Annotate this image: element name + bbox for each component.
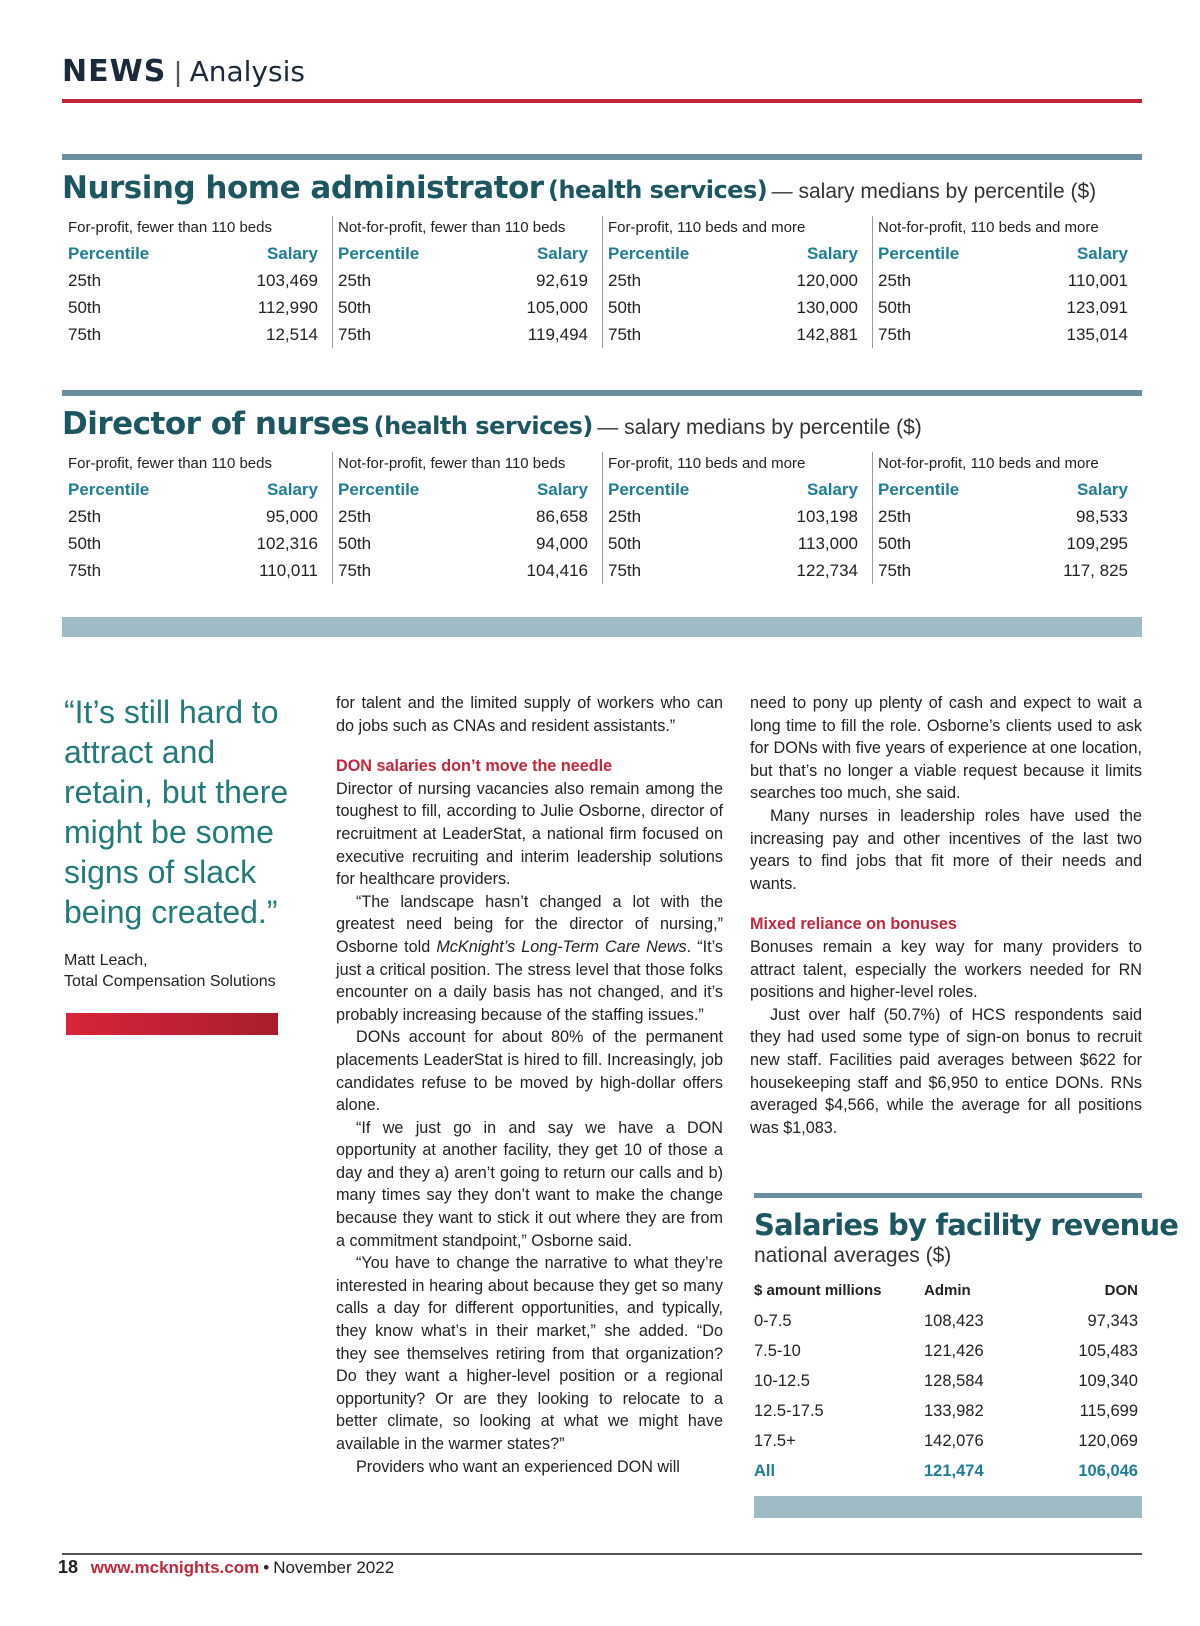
group-label: For-profit, fewer than 110 beds: [68, 219, 272, 236]
table-group: [872, 216, 1142, 348]
table-header-row: Percentile Salary: [608, 244, 858, 263]
table-row: 75th 122,734: [608, 561, 858, 580]
table-group: [62, 452, 332, 584]
table-row: 50th 105,000: [338, 298, 588, 317]
footer-rule: [62, 1553, 1142, 1555]
subhead: DON salaries don’t move the needle: [336, 757, 613, 776]
table-group: [332, 452, 602, 584]
table-bottom-bar: [754, 1496, 1142, 1518]
table-header-row: Percentile Salary: [878, 480, 1128, 499]
table-title: Director of nurses (health services) — salary medians by percentile ($): [62, 406, 922, 442]
table-row: 25th 103,469: [68, 271, 318, 290]
group-label: For-profit, fewer than 110 beds: [68, 455, 272, 472]
paragraph: Just over half (50.7%) of HCS respondents said they had used some type of sign-on bonus to recruit new staff. Facilities paid averages between $622 for housekeeping staff and $6,950 to entice DONs. RNs averaged $4,566, while the average for all positions was $1,083.: [750, 1005, 1142, 1137]
paragraph: “If we just go in and say we have a DON opportunity at another facility, they get 10 of those a day and they a) aren’t going to return our calls and b) many times say they don’t want to make the change because they want to stick it out where they are from a commitment standpoint,” Osborne said.: [336, 1118, 723, 1250]
revenue-table-subtitle: national averages ($): [754, 1244, 952, 1267]
publication-name: McKnight’s Long-Term Care News: [436, 937, 687, 956]
table-group: [62, 216, 332, 348]
table-row: 50th 113,000: [608, 534, 858, 553]
table-group: [332, 216, 602, 348]
paragraph: need to pony up plenty of cash and expect to wait a long time to fill the role. Osborne’s clients used to ask for DONs with five years of experience at one location, but that’s no longer a viable request because it limits searches too much, she said.: [750, 694, 1142, 803]
article-column-3: [750, 692, 1142, 1139]
table-row: 75th 12,514: [68, 325, 318, 344]
header-separator: |: [174, 56, 182, 87]
subhead: Mixed reliance on bonuses: [750, 915, 957, 934]
group-label: For-profit, 110 beds and more: [608, 455, 806, 472]
table-header-row: Percentile Salary: [608, 480, 858, 499]
paragraph: Providers who want an experienced DON will: [356, 1457, 680, 1476]
pull-quote: [64, 692, 304, 992]
table-group: [602, 216, 872, 348]
table-groups: [62, 216, 1142, 348]
table-top-bar: [62, 390, 1142, 396]
site-url[interactable]: www.mcknights.com: [90, 1558, 260, 1577]
paragraph: “The landscape hasn’t changed a lot with the greatest need being for the director of nursing,” Osborne told McKnight’s Long-Term Care News. “It’s just a critical position. The stress level that those folks encounter on a daily basis has not changed, and it’s probably increasing because of the staffing issues.”: [336, 892, 724, 1024]
paragraph: for talent and the limited supply of workers who can do jobs such as CNAs and resident assistants.”: [336, 694, 723, 735]
table-top-bar: [754, 1193, 1142, 1198]
table-row: 50th 130,000: [608, 298, 858, 317]
paragraph: Bonuses remain a key way for many providers to attract talent, especially the workers needed for RN positions and higher-level roles.: [750, 937, 1142, 1002]
table-total-row: All 121,474 106,046: [754, 1462, 1138, 1480]
group-label: Not-for-profit, 110 beds and more: [878, 219, 1099, 236]
section-label: NEWS: [62, 54, 167, 89]
table-header-row: Percentile Salary: [68, 244, 318, 263]
table-row: 25th 98,533: [878, 507, 1128, 526]
group-label: Not-for-profit, fewer than 110 beds: [338, 455, 566, 472]
don-salary-table: [62, 390, 1142, 584]
table-row: 10-12.5 128,584 109,340: [754, 1372, 1138, 1390]
table-row: 25th 103,198: [608, 507, 858, 526]
page-footer: [58, 1557, 394, 1578]
table-header-row: Percentile Salary: [338, 244, 588, 263]
table-row: 75th 119,494: [338, 325, 588, 344]
revenue-table: [754, 1193, 1179, 1518]
header-rule: [62, 99, 1142, 103]
revenue-table-title: Salaries by facility revenue: [754, 1208, 1179, 1242]
table-row: 75th 117, 825: [878, 561, 1128, 580]
table-group: [872, 452, 1142, 584]
table-row: 12.5-17.5 133,982 115,699: [754, 1402, 1138, 1420]
table-row: 50th 112,990: [68, 298, 318, 317]
table-top-bar: [62, 154, 1142, 160]
pull-quote-accent-bar: [66, 1013, 278, 1035]
article-column-2: [336, 692, 723, 1478]
paragraph: Many nurses in leadership roles have used the increasing pay and other incentives of the last two years to find jobs that fit more of their needs and wants.: [750, 806, 1142, 893]
footer-dot: •: [263, 1558, 270, 1577]
paragraph: “You have to change the narrative to what they’re interested in hearing about because they get so many calls a day for different opportunities, and typically, they know what’s in their market,” she added. “Do they see themselves retiring from that organization? Do they want a higher-level position or a regional opportunity? Or are they looking to relocate to a better climate, so looking at what we might have available in the warmer states?”: [336, 1254, 723, 1453]
paragraph: Director of nursing vacancies also remain among the toughest to fill, according to Julie Osborne, director of recruitment at LeaderStat, a national firm focused on executive recruiting and interim leadership solutions for healthcare providers.: [336, 779, 723, 889]
table-header-row: Percentile Salary: [68, 480, 318, 499]
table-row: 75th 110,011: [68, 561, 318, 580]
issue-date: November 2022: [273, 1558, 395, 1577]
table-row: 75th 135,014: [878, 325, 1128, 344]
pull-quote-text: “It’s still hard to attract and retain, but there might be some signs of slack being created.”: [64, 694, 289, 930]
page-number: 18: [58, 1557, 79, 1577]
table-row: 17.5+ 142,076 120,069: [754, 1432, 1138, 1450]
table-row: 25th 110,001: [878, 271, 1128, 290]
table-row: 50th 109,295: [878, 534, 1128, 553]
table-title: Nursing home administrator (health services) — salary medians by percentile ($): [62, 170, 1097, 206]
table-row: 25th 86,658: [338, 507, 588, 526]
table-header-row: Percentile Salary: [338, 480, 588, 499]
table-row: 25th 120,000: [608, 271, 858, 290]
table-header-row: Percentile Salary: [878, 244, 1128, 263]
group-label: Not-for-profit, 110 beds and more: [878, 455, 1099, 472]
table-row: 75th 104,416: [338, 561, 588, 580]
pull-quote-author: Matt Leach, Total Compensation Solutions: [64, 952, 276, 990]
table-row: 0-7.5 108,423 97,343: [754, 1312, 1138, 1330]
table-header-row: $ amount millions Admin DON: [754, 1282, 1138, 1299]
page-header: [62, 54, 1142, 89]
paragraph: DONs account for about 80% of the permanent placements LeaderStat is hired to fill. Increasingly, job candidates refuse to be moved by high-dollar offers alone.: [336, 1028, 723, 1115]
table-row: 25th 92,619: [338, 271, 588, 290]
table-row: 50th 123,091: [878, 298, 1128, 317]
table-bottom-bar: [62, 617, 1142, 637]
table-groups: [62, 452, 1142, 584]
table-group: [602, 452, 872, 584]
table-row: 50th 102,316: [68, 534, 318, 553]
subsection-label: Analysis: [189, 55, 305, 88]
table-row: 75th 142,881: [608, 325, 858, 344]
group-label: Not-for-profit, fewer than 110 beds: [338, 219, 566, 236]
table-row: 50th 94,000: [338, 534, 588, 553]
table-row: 7.5-10 121,426 105,483: [754, 1342, 1138, 1360]
group-label: For-profit, 110 beds and more: [608, 219, 806, 236]
table-row: 25th 95,000: [68, 507, 318, 526]
admin-salary-table: [62, 154, 1142, 348]
